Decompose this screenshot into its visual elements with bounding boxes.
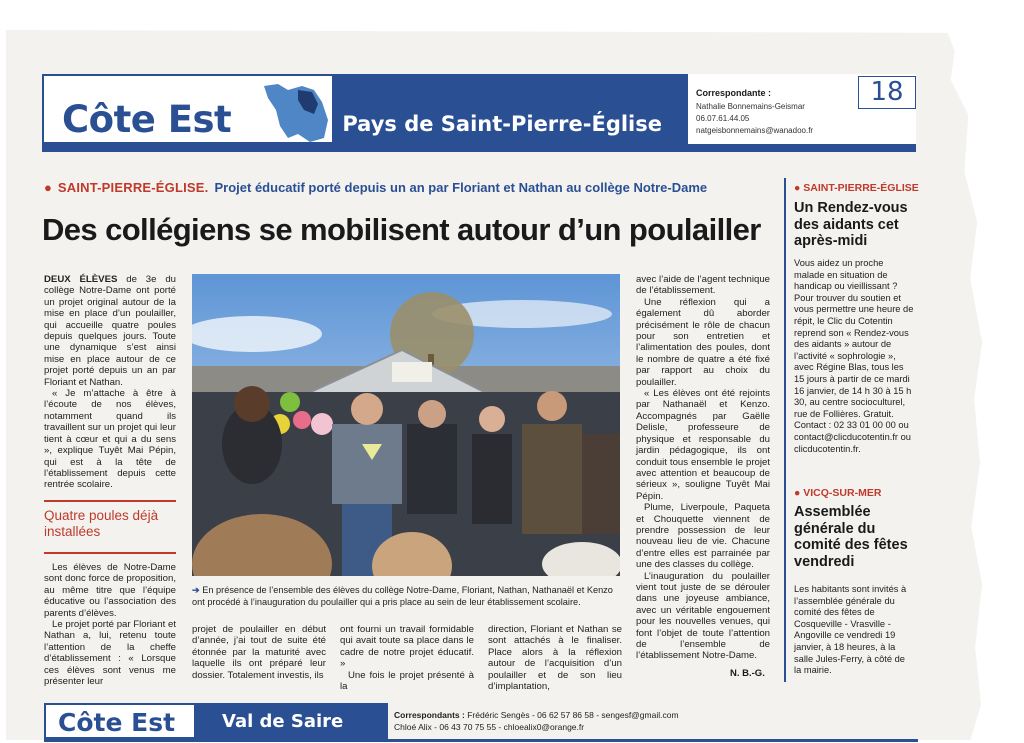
paragraph: L’inauguration du poulailler vient tout juste de se dérouler dans une joyeuse ambiance, avec un véritable engouement pour les nouvelles venues, qui font l’objet de toute l’attention de l’ensemble de l’établissement Notre-Dame. bbox=[636, 570, 770, 662]
paragraph: ont fourni un travail formidable qui avait toute sa place dans le cadre de notre projet éducatif. » bbox=[340, 624, 474, 670]
brief2-text: Les habitants sont invités à l’assemblée générale du comité des fêtes de Cosqueville - Vrasville - Angoville ce vendredi 19 janvier, à 18 heures, à la salle Jules-Ferry, à côté de la mairie. bbox=[794, 584, 907, 676]
article-headline: Des collégiens se mobilisent autour d’un poulailler bbox=[42, 212, 761, 247]
brief1-title: Un Rendez-vous des aidants cet après-midi bbox=[794, 200, 908, 249]
correspondent-label: Correspondante : bbox=[696, 88, 772, 98]
article-column-3 bbox=[340, 624, 474, 692]
article-photo bbox=[192, 274, 620, 576]
article-column-5 bbox=[636, 274, 770, 662]
lead-in: DEUX ÉLÈVES bbox=[44, 274, 118, 285]
paragraph: Le projet porté par Floriant et Nathan a, lui, retenu toute l’attention de la cheffe d’établissement : « Lorsque ces élèves sont venus me présenter leur bbox=[44, 619, 176, 688]
footer-correspondents-label: Correspondants : bbox=[394, 710, 465, 720]
footer-section: Val de Saire bbox=[222, 711, 344, 732]
subhead-rule-bottom bbox=[44, 552, 176, 554]
brand-title: Côte Est bbox=[62, 98, 232, 141]
footer-correspondents bbox=[394, 709, 679, 733]
brief1-text: Vous aidez un proche malade en situation de handicap ou vieillissant ? Pour trouver du soutien et vous permettre une heure de répit, le Clic du Cotentin reprend son « Rendez-vous des aidants » autour de l’activité « sophrologie », avec Régine Blas, tous les 15 jours à partir de ce mardi 16 janvier, de 14 h 30 à 15 h 30, au centre socioculturel, rue de Follières. Gratuit. Contact : 02 33 01 00 00 ou contact@clicducotentin.fr ou clicducotentin.fr. bbox=[794, 258, 914, 454]
article-column-2 bbox=[192, 624, 326, 681]
paragraph: « Les élèves ont été rejoints par Nathanaël et Kenzo. Accompagnés par Gaëlle Delisle, professeure de physique et responsable du jardin pédagogique, ils ont conduit tous ensemble le projet avec attention et beaucoup de sérieux », souligne Tuyêt Mai Pépin. bbox=[636, 388, 770, 502]
paragraph: Une réflexion qui a également dû aborder précisément le rôle de chacun pour son entretien et l’alimentation des poules, dont le nombre de quatre a été fixé par rapport au choix du poulailler. bbox=[636, 296, 770, 388]
caption-arrow-icon: ➔ bbox=[192, 585, 200, 595]
column-divider bbox=[784, 178, 786, 682]
cotentin-map-icon bbox=[258, 80, 336, 144]
footer-section-band bbox=[196, 703, 388, 739]
paragraph: « Je m’attache à être à l’écoute de nos élèves, notamment quand ils travaillent sur un projet qui leur tient à cœur et qui a du sens », explique Tuyêt Mai Pépin, qui est à la tête de l’établissement depuis cette rentrée scolaire. bbox=[44, 388, 176, 491]
footer-correspondent-1: Frédéric Sengès - 06 62 57 86 58 - sengesf@gmail.com bbox=[467, 710, 679, 720]
article-kicker bbox=[44, 180, 784, 195]
location-pin-icon: ● bbox=[44, 180, 52, 195]
footer-rule bbox=[44, 739, 918, 742]
correspondent-email: natgeisbonnemains@wanadoo.fr bbox=[696, 126, 814, 135]
page-number: 18 bbox=[858, 76, 916, 109]
brief1-place-label: SAINT-PIERRE-ÉGLISE bbox=[803, 182, 919, 194]
header-section-band bbox=[334, 74, 688, 144]
brief2-title: Assemblée générale du comité des fêtes vendredi bbox=[794, 504, 908, 570]
footer-correspondent-2: Chloé Alix - 06 43 70 75 55 - chloealix0@orange.fr bbox=[394, 722, 585, 732]
photo-illustration bbox=[192, 274, 620, 576]
paragraph: Les élèves de Notre-Dame sont donc force de proposition, au même titre que l’équipe éducative ou l’association des parents d’élèves. bbox=[44, 562, 176, 619]
article-deck: Projet éducatif porté depuis un an par Floriant et Nathan au collège Notre-Dame bbox=[214, 180, 708, 195]
article-column-4 bbox=[488, 624, 622, 692]
paragraph: direction, Floriant et Nathan se sont attachés à le finaliser. Place alors à la réflexion autour de l’acquisition d’un poulailler et de son lieu d’implantation, bbox=[488, 624, 622, 693]
paragraph: projet de poulailler en début d’année, j’ai tout de suite été étonnée par la maturité avec laquelle ils ont préparé leur dossier. Totalement investis, ils bbox=[192, 624, 326, 681]
article-subhead: Quatre poules déjà installées bbox=[44, 508, 159, 539]
paragraph: de 3e du collège Notre-Dame ont porté un projet original autour de la mise en place d’un poulailler, qui accueille quatre poules depuis quelques jours. Toute une dynamique s’est ainsi mise en place autour de ce projet porté depuis un an par Floriant et Nathan. bbox=[44, 274, 176, 388]
section-title: Pays de Saint-Pierre-Église bbox=[342, 112, 662, 136]
page-header bbox=[42, 74, 916, 152]
page-footer bbox=[44, 703, 918, 743]
article-signature: N. B.-G. bbox=[730, 668, 765, 679]
brief2-place-label: VICQ-SUR-MER bbox=[803, 487, 882, 499]
caption-text: En présence de l’ensemble des élèves du collège Notre-Dame, Floriant, Nathan, Nathanaël et Kenzo ont procédé à l’inauguration du poulailler qui a pris place au sein de leur établissement scolaire. bbox=[192, 585, 613, 607]
location-pin-icon: ● bbox=[794, 182, 804, 194]
photo-caption bbox=[192, 585, 622, 608]
paragraph: Une fois le projet présenté à la bbox=[340, 669, 474, 693]
brief1-place bbox=[794, 182, 919, 194]
subhead-rule-top bbox=[44, 500, 176, 502]
footer-brand: Côte Est bbox=[58, 708, 176, 737]
header-rule bbox=[42, 144, 916, 152]
brief2-place bbox=[794, 487, 881, 499]
article-place: SAINT-PIERRE-ÉGLISE. bbox=[57, 180, 209, 195]
location-pin-icon: ● bbox=[794, 487, 804, 499]
article-column-1b bbox=[44, 562, 176, 687]
article-column-1 bbox=[44, 274, 176, 491]
correspondent-phone: 06.07.61.44.05 bbox=[696, 114, 750, 123]
paragraph: avec l’aide de l’agent technique de l’établissement. bbox=[636, 274, 770, 297]
header-brand-box bbox=[42, 74, 334, 144]
paragraph: Plume, Liverpoule, Paqueta et Chouquette viennent de prendre possession de leur nouveau lieu de vie. Chacune d’entre elles est parrainée par une des classes du collège. bbox=[636, 502, 770, 571]
correspondent-name: Nathalie Bonnemains-Geismar bbox=[696, 102, 805, 111]
footer-brand-box bbox=[44, 703, 196, 739]
